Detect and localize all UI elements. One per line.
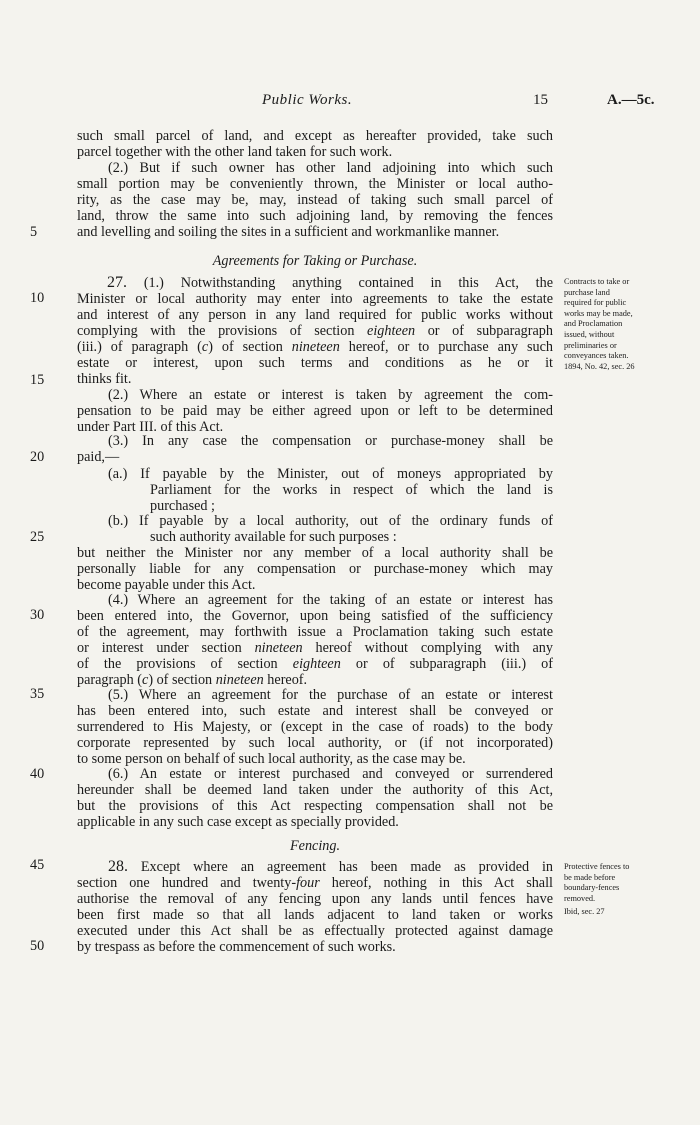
line-number: 30: [30, 607, 45, 623]
text-line: been entered into, the Governor, upon being satisfied of the sufficiency: [77, 608, 553, 624]
text-line: (2.) But if such owner has other land adjoining into which such: [108, 160, 553, 176]
text-line: (iii.) of paragraph (c) of section nineteen hereof, or to purchase any such: [77, 339, 553, 355]
text-line: but the provisions of this Act respecting compensation shall not be: [77, 798, 553, 814]
text-line: and interest of any person in any land required for public works without: [77, 307, 553, 323]
text-line: executed under this Act shall be as effectually protected against damage: [77, 923, 553, 939]
document-reference: A.—5c.: [607, 92, 655, 108]
text-line: (6.) An estate or interest purchased and conveyed or surrendered: [108, 766, 553, 782]
line-number: 20: [30, 449, 45, 465]
line-number: 50: [30, 938, 45, 954]
running-title: Public Works.: [262, 92, 353, 108]
text-line: land, throw the same into such adjoining land, by removing the fences: [77, 208, 553, 224]
text-line: of the provisions of section eighteen or of subparagraph (iii.) of: [77, 656, 554, 672]
text-line: section one hundred and twenty-four hereof, nothing in this Act shall: [77, 875, 553, 891]
text-line: surrendered to His Majesty, or (except in the case of roads) to the body: [77, 719, 553, 735]
text-line: personally liable for any compensation or purchase-money which may: [77, 561, 553, 577]
section-number: 27.: [107, 274, 127, 291]
line-number: 25: [30, 529, 45, 545]
text-line: and levelling and soiling the sites in a sufficient and workmanlike manner.: [77, 224, 500, 240]
text-line: of the agreement, may forthwith issue a Proclamation taking such estate: [77, 624, 553, 640]
text-line: small portion may be conveniently thrown, the Minister or local autho-: [77, 176, 553, 192]
text-line: become payable under this Act.: [77, 577, 256, 593]
text-line: (5.) Where an agreement for the purchase of an estate or interest: [108, 687, 553, 703]
text-line: has been entered into, such estate and interest shall be conveyed or: [77, 703, 553, 719]
text-line: (a.) If payable by the Minister, out of moneys appropriated by: [108, 466, 553, 482]
margin-note-fences: Protective fences to be made before boundary-fences removed. Ibid, sec. 27: [564, 862, 630, 917]
line-number: 10: [30, 290, 45, 306]
text-line: purchased ;: [150, 498, 216, 514]
line-number: 45: [30, 857, 45, 873]
heading-fencing: Fencing.: [289, 838, 341, 854]
text-line: been first made so that all lands adjacent to land taken or works: [77, 907, 553, 923]
text-line: such authority available for such purposes :: [150, 529, 397, 545]
heading-agreements: Agreements for Taking or Purchase.: [212, 253, 418, 269]
text-line: Minister or local authority may enter into agreements to take the estate: [77, 291, 553, 307]
text-line: (2.) Where an estate or interest is taken by agreement the com-: [108, 387, 553, 403]
text-line: but neither the Minister nor any member of a local authority shall be: [77, 545, 553, 561]
text-line: 28. Except where an agreement has been made as provided in: [108, 858, 553, 875]
line-number: 35: [30, 686, 45, 702]
text-line: under Part III. of this Act.: [77, 419, 224, 435]
text-line: complying with the provisions of section eighteen or of subparagraph: [77, 323, 553, 339]
text-line: paid,—: [77, 449, 120, 465]
text-line: paragraph (c) of section nineteen hereof.: [77, 672, 308, 688]
text-line: (4.) Where an agreement for the taking of an estate or interest has: [108, 592, 553, 608]
text-line: 27. (1.) Notwithstanding anything contained in this Act, the: [107, 274, 554, 291]
text-line: pensation to be paid may be either agreed upon or left to be determined: [77, 403, 553, 419]
text-line: Parliament for the works in respect of which the land is: [150, 482, 553, 498]
text-line: hereunder shall be deemed land taken under the authority of this Act,: [77, 782, 553, 798]
line-number: 15: [30, 372, 45, 388]
text-line: (3.) In any case the compensation or purchase-money shall be: [108, 433, 553, 449]
text-line: parcel together with the other land taken for such work.: [77, 144, 393, 160]
line-number: 5: [30, 224, 38, 240]
margin-note-contracts: Contracts to take or purchase land required for public works may be made, and Proclamation issued, without preliminaries or conveyances taken. 1894, No. 42, sec. 26: [564, 277, 635, 371]
page-number: 15: [533, 92, 548, 108]
text-line: rity, as the case may be, may, instead of taking such small parcel of: [77, 192, 553, 208]
text-line: or interest under section nineteen hereof without complying with any: [77, 640, 553, 656]
page-header: [0, 92, 700, 112]
section-number: 28.: [108, 858, 128, 875]
text-line: such small parcel of land, and except as hereafter provided, take such: [77, 128, 553, 144]
text-line: by trespass as before the commencement of such works.: [77, 939, 396, 955]
text-line: applicable in any such case except as specially provided.: [77, 814, 399, 830]
text-line: authorise the removal of any fencing upon any lands until fences have: [77, 891, 553, 907]
text-line: (b.) If payable by a local authority, out of the ordinary funds of: [108, 513, 553, 529]
text-line: corporate represented by such local authority, or (if not incorporated): [77, 735, 553, 751]
text-line: estate or interest, upon such terms and conditions as he or it: [77, 355, 553, 371]
line-number: 40: [30, 766, 45, 782]
text-line: to some person on behalf of such local authority, as the case may be.: [77, 751, 466, 767]
text-line: thinks fit.: [77, 371, 132, 387]
